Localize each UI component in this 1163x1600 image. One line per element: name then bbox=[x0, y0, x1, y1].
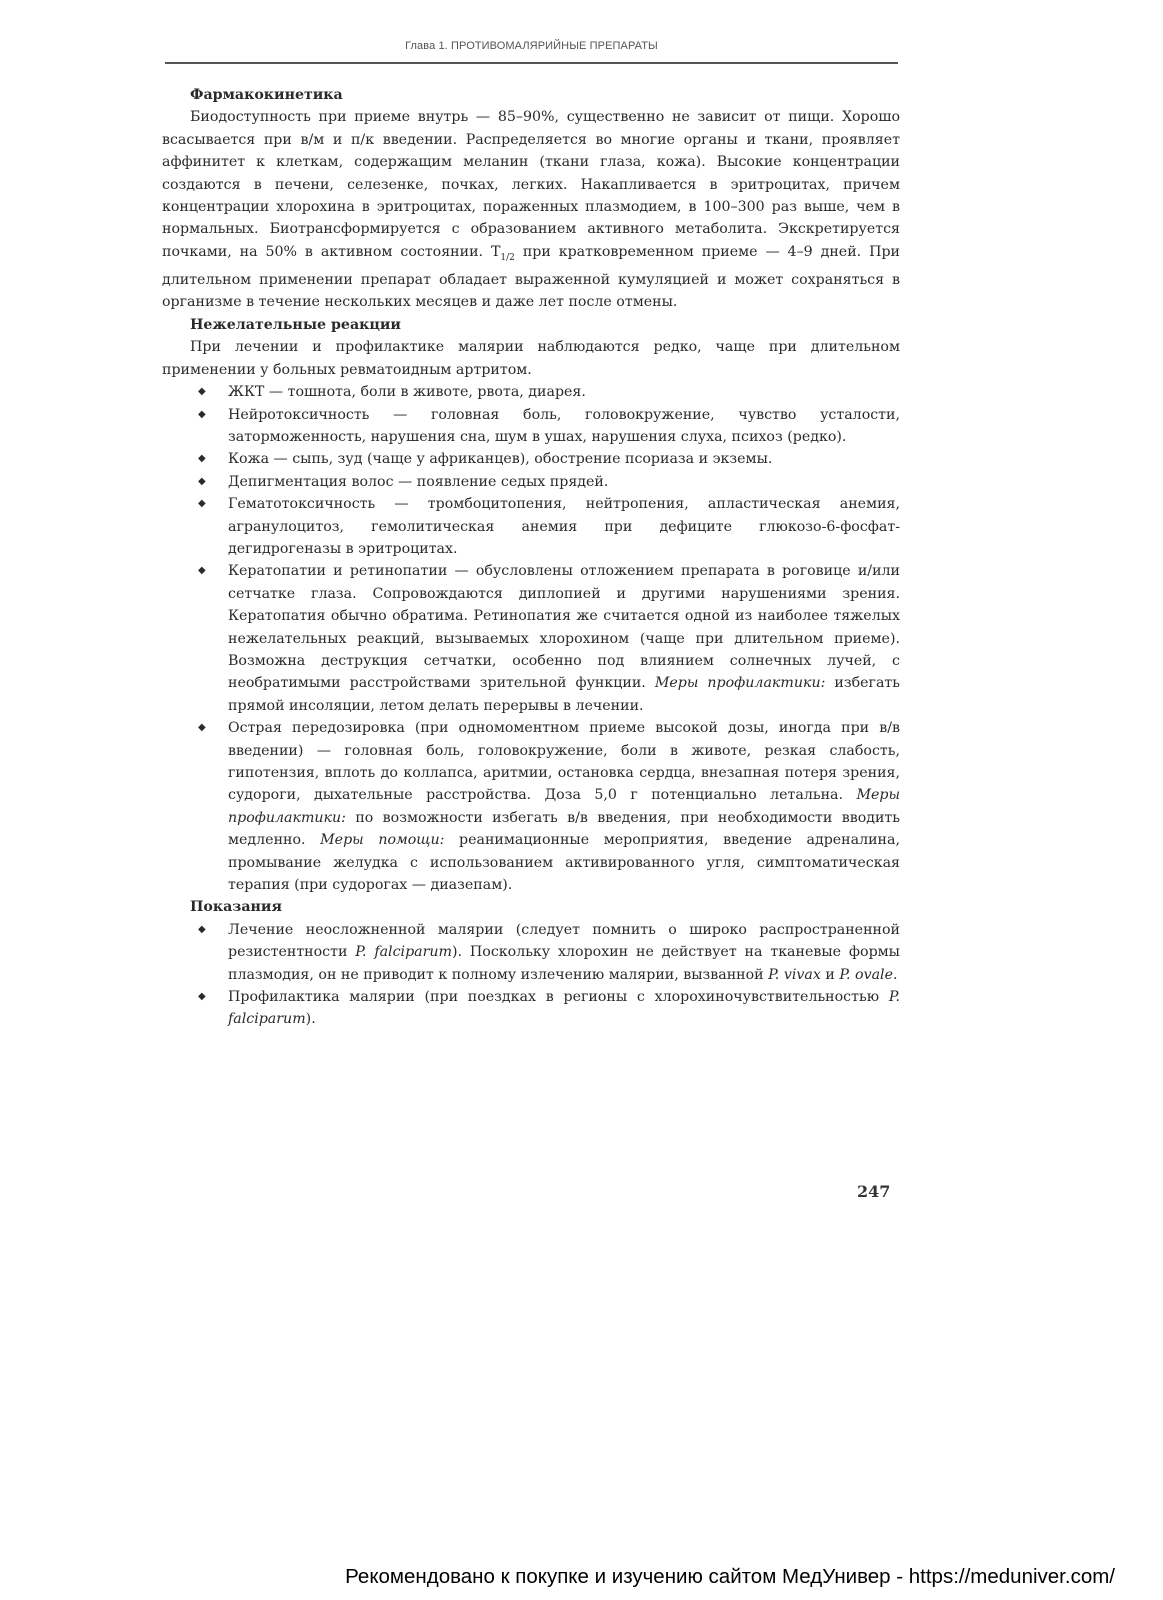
list-item-text: реанимационные мероприятия, введение адреналина, промывание желудка с использованием активированного угля, симптоматическая терапия (при судорогах — диазепам). bbox=[228, 832, 900, 894]
bullet-icon: ◆ bbox=[198, 475, 206, 487]
bullet-icon: ◆ bbox=[198, 498, 206, 510]
species-name: P. falciparum bbox=[355, 944, 452, 961]
section-title-indications: Показания bbox=[190, 899, 282, 916]
page-number: 247 bbox=[857, 1182, 891, 1201]
page-content bbox=[162, 84, 900, 1031]
bullet-icon: ◆ bbox=[198, 923, 206, 935]
list-item bbox=[162, 919, 900, 986]
list-item bbox=[162, 493, 900, 560]
bullet-icon: ◆ bbox=[198, 386, 206, 398]
species-name: P. ovale bbox=[839, 966, 893, 983]
list-item-text: . bbox=[892, 966, 898, 983]
list-item bbox=[162, 986, 900, 1031]
list-item-text: Лечение неосложненной малярии (следует помнить о широко распространенной резистентности bbox=[228, 921, 900, 961]
emphasis-text: Меры помощи: bbox=[320, 832, 445, 849]
emphasis-text: Меры профилактики: bbox=[654, 675, 826, 692]
species-name: P. vivax bbox=[768, 966, 821, 983]
header-rule bbox=[165, 62, 898, 64]
section-title-pharmacokinetics: Фармакокинетика bbox=[190, 87, 343, 103]
list-item-text: Профилактика малярии (при поездках в регионы с хлорохиночувствительностью bbox=[228, 989, 889, 1006]
list-item bbox=[162, 404, 900, 449]
list-item-text: Острая передозировка (при одномоментном приеме высокой дозы, иногда при в/в введении) — головная боль, головокружение, боли в животе, резкая слабость, гипотензия, вплоть до коллапса, аритмии, остановка сердца, внезапная потеря зрения, судороги, дыхательные расстройства. Доза 5,0 г потенциально летальна. bbox=[228, 720, 900, 804]
running-head: Глава 1. ПРОТИВОМАЛЯРИЙНЫЕ ПРЕПАРАТЫ bbox=[405, 40, 658, 52]
footer-recommendation-link[interactable]: Рекомендовано к покупке и изучению сайтом МедУнивер - https://meduniver.com/ bbox=[345, 1565, 1115, 1588]
list-item-text: Нейротоксичность — головная боль, головокружение, чувство усталости, заторможенность, нарушения сна, шум в ушах, нарушения слуха, психоз (редко). bbox=[228, 406, 900, 445]
species-name: P. falciparum bbox=[228, 989, 900, 1028]
bullet-icon: ◆ bbox=[198, 408, 206, 420]
list-item-text: и bbox=[820, 966, 840, 983]
list-item bbox=[162, 471, 900, 493]
bullet-icon: ◆ bbox=[198, 991, 206, 1003]
adverse-intro: При лечении и профилактике малярии наблюдаются редко, чаще при длительном применении у больных ревматоидным артритом. bbox=[162, 339, 900, 378]
list-item-text: Гематотоксичность — тромбоцитопения, нейтропения, апластическая анемия, агранулоцитоз, гемолитическая анемия при дефиците глюкозо-6-фосфат-дегидрогеназы в эритроцитах. bbox=[228, 496, 900, 557]
indications-list bbox=[162, 919, 900, 1031]
bullet-icon: ◆ bbox=[198, 722, 206, 734]
list-item bbox=[162, 448, 900, 470]
list-item-text: Депигментация волос — появление седых прядей. bbox=[228, 473, 609, 490]
emphasis-text: Меры профилактики: bbox=[228, 787, 900, 826]
adverse-reactions-list bbox=[162, 381, 900, 896]
list-item-text: по возможности избегать в/в введения, при необходимости вводить медленно. bbox=[228, 809, 900, 849]
list-item bbox=[162, 717, 900, 896]
section-title-adverse-reactions: Нежелательные реакции bbox=[190, 316, 401, 333]
pharmacokinetics-text-tail: при кратковременном приеме — 4–9 дней. При длительном применении препарат обладает выраженной кумуляцией и может сохраняться в организме в течение нескольких месяцев и даже лет после отмены. bbox=[162, 243, 901, 311]
list-item bbox=[162, 560, 900, 717]
bullet-icon: ◆ bbox=[198, 565, 206, 577]
half-life-subscript: 1/2 bbox=[500, 252, 515, 263]
pharmacokinetics-text: Биодоступность при приеме внутрь — 85–90%, существенно не зависит от пищи. Хорошо всасывается при в/м и п/к введении. Распределяется во многие органы и ткани, проявляет аффинитет к клеткам, содержащим меланин (ткани глаза, кожа). Высокие концентрации создаются в печени, селезенке, почках, легких. Накапливается в эритроцитах, причем концентрации хлорохина в эритроцитах, пораженных плазмодием, в 100–300 раз выше, чем в нормальных. Биотрансформируется с образованием активного метаболита. Экскретируется почками, на 50% в активном состоянии. T bbox=[162, 109, 900, 260]
pharmacokinetics-paragraph bbox=[162, 106, 900, 313]
list-item-text: ). bbox=[305, 1011, 316, 1028]
list-item-text: ). Поскольку хлорохин не действует на тканевые формы плазмодия, он не приводит к полному излечению малярии, вызванной bbox=[228, 944, 900, 983]
list-item-text: избегать прямой инсоляции, летом делать перерывы в лечении. bbox=[228, 675, 900, 714]
list-item-text: Кератопатии и ретинопатии — обусловлены отложением препарата в роговице и/или сетчатке глаза. Сопровождаются диплопией и другими нарушениями зрения. Кератопатия обычно обратима. Ретинопатия же считается одной из наиболее тяжелых нежелательных реакций, вызываемых хлорохином (чаще при длительном приеме). Возможна деструкция сетчатки, особенно под влиянием солнечных лучей, с необратимыми расстройствами зрительной функции. bbox=[228, 563, 900, 692]
list-item bbox=[162, 381, 900, 403]
list-item-text: Кожа — сыпь, зуд (чаще у африканцев), обострение псориаза и экземы. bbox=[228, 451, 773, 468]
list-item-text: ЖКТ — тошнота, боли в животе, рвота, диарея. bbox=[228, 384, 586, 401]
bullet-icon: ◆ bbox=[198, 453, 206, 465]
